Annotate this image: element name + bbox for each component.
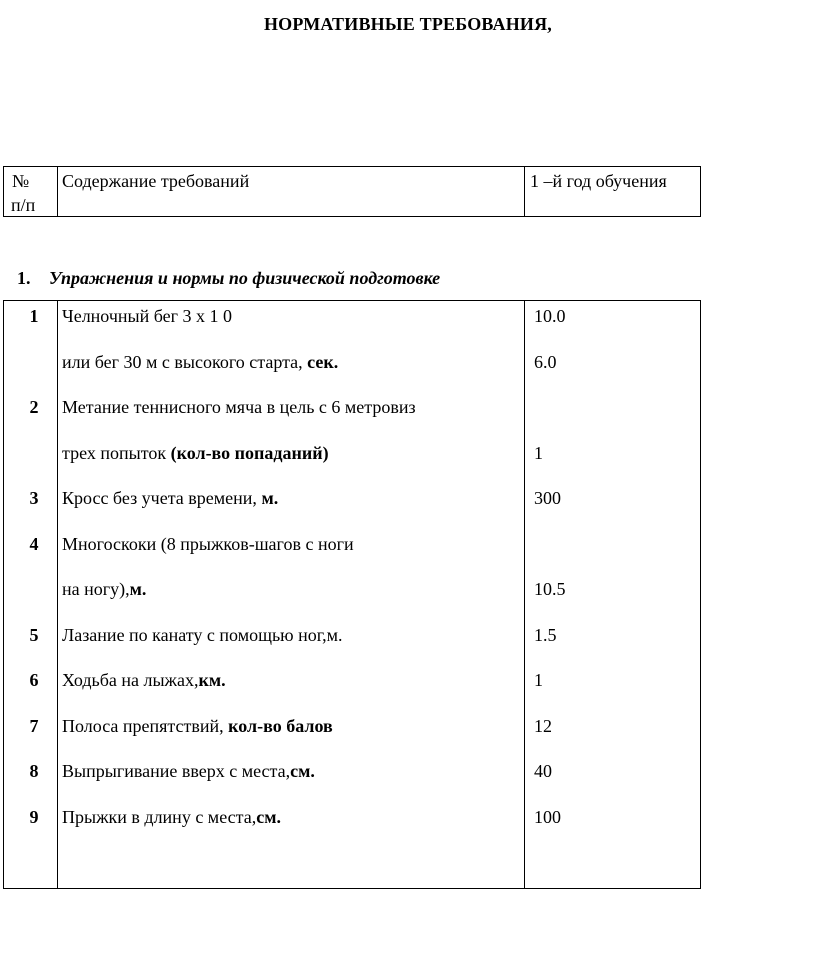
norm-value: 12 bbox=[534, 715, 552, 736]
section-title: Упражнения и нормы по физической подготовке bbox=[49, 268, 441, 288]
requirement-unit: кол-во балов bbox=[228, 715, 333, 736]
row-number: 4 bbox=[29, 533, 39, 554]
body-divider-2 bbox=[524, 301, 525, 888]
requirement-text bbox=[62, 443, 329, 464]
header-content: Содержание требований bbox=[62, 171, 250, 191]
row-number: 5 bbox=[29, 624, 39, 645]
header-divider-1 bbox=[57, 167, 58, 216]
norm-value: 10.0 bbox=[534, 306, 566, 326]
requirement-text bbox=[62, 807, 281, 828]
requirement-label: Полоса препятствий, bbox=[62, 715, 229, 736]
norm-value: 6.0 bbox=[534, 351, 557, 372]
row-number: 2 bbox=[29, 397, 39, 417]
requirement-label: Лазание по канату с помощью ног,м. bbox=[62, 624, 343, 645]
requirement-unit: (кол-во попаданий) bbox=[170, 442, 329, 463]
row-number: 9 bbox=[29, 806, 39, 827]
requirement-label: или бег 30 м с высокого старта, bbox=[62, 351, 308, 372]
requirement-label: трех попыток bbox=[62, 442, 171, 463]
requirement-text bbox=[62, 306, 232, 327]
row-number: 6 bbox=[29, 670, 39, 690]
norm-value: 10.5 bbox=[534, 579, 566, 599]
row-number: 8 bbox=[29, 761, 39, 781]
requirement-label: Прыжки в длину с места, bbox=[62, 806, 257, 827]
header-divider-2 bbox=[524, 167, 525, 216]
row-number: 1 bbox=[29, 306, 39, 326]
requirement-text bbox=[62, 625, 343, 646]
header-num-line-1: № bbox=[12, 171, 30, 191]
header-num-line-2: п/п bbox=[11, 195, 36, 215]
requirement-label: Ходьба на лыжах, bbox=[62, 670, 199, 690]
page-title: НОРМАТИВНЫЕ ТРЕБОВАНИЯ, bbox=[263, 14, 552, 34]
requirement-text bbox=[62, 716, 333, 737]
requirement-unit: м. bbox=[261, 488, 279, 508]
requirement-unit: м. bbox=[129, 579, 147, 599]
requirement-label: Метание теннисного мяча в цель с 6 метровиз bbox=[62, 397, 416, 417]
requirement-text bbox=[62, 352, 338, 373]
section-heading bbox=[17, 268, 440, 289]
requirement-text bbox=[62, 670, 226, 691]
norm-value: 1 bbox=[534, 670, 543, 690]
requirement-text bbox=[62, 397, 416, 418]
requirement-text bbox=[62, 488, 278, 509]
section-number: 1. bbox=[17, 268, 31, 288]
requirements-table bbox=[3, 300, 701, 889]
norm-value: 300 bbox=[534, 488, 561, 508]
row-number: 7 bbox=[29, 715, 39, 736]
norm-value: 40 bbox=[534, 761, 552, 781]
requirement-label: на ногу), bbox=[62, 579, 130, 599]
norm-value: 100 bbox=[534, 806, 561, 827]
requirement-unit: см. bbox=[290, 761, 315, 781]
requirement-text bbox=[62, 761, 315, 782]
requirement-unit: сек. bbox=[307, 351, 339, 372]
norm-value: 1 bbox=[534, 442, 543, 463]
requirement-label: Челночный бег 3 х 1 0 bbox=[62, 306, 233, 326]
header-year: 1 –й год обучения bbox=[530, 171, 667, 191]
requirement-unit: км. bbox=[198, 670, 226, 690]
header-table bbox=[3, 166, 701, 217]
row-number: 3 bbox=[29, 488, 39, 508]
requirement-label: Кросс без учета времени, bbox=[62, 488, 262, 508]
requirement-label: Многоскоки (8 прыжков-шагов с ноги bbox=[62, 533, 354, 554]
norm-value: 1.5 bbox=[534, 624, 557, 645]
requirement-unit: см. bbox=[256, 806, 281, 827]
requirement-text bbox=[62, 579, 146, 600]
requirement-label: Выпрыгивание вверх с места, bbox=[62, 761, 291, 781]
body-divider-1 bbox=[57, 301, 58, 888]
requirement-text bbox=[62, 534, 354, 555]
